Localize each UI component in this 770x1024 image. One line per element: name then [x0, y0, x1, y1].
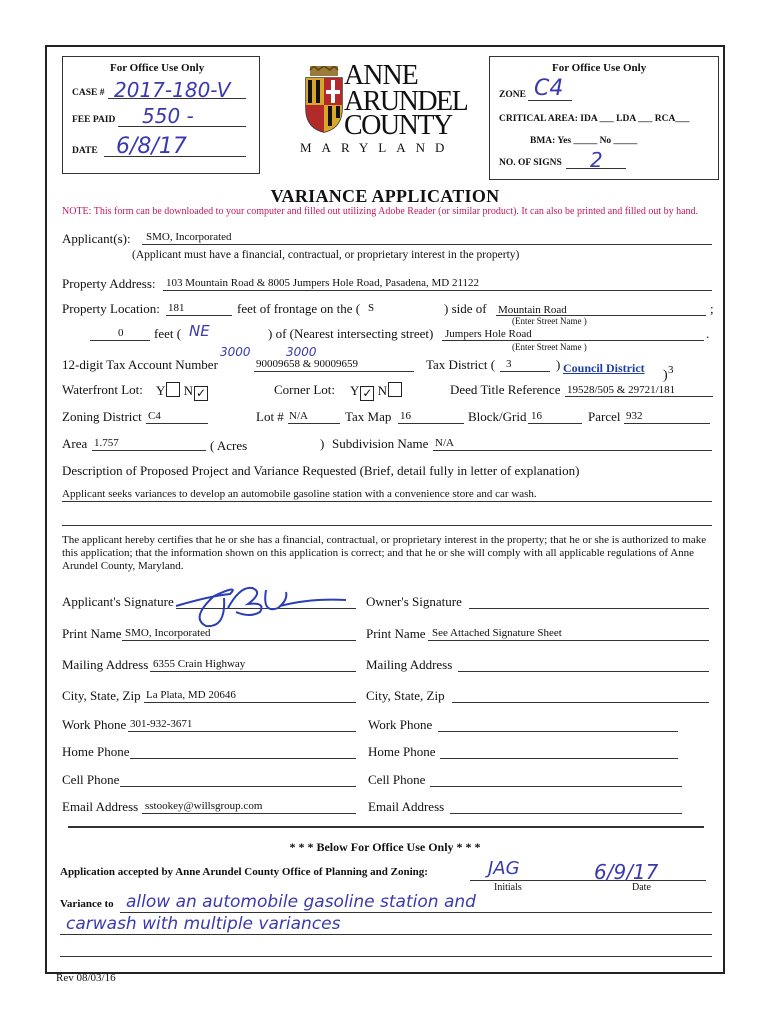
zone-value: C4 — [534, 76, 564, 101]
area-value[interactable]: 1.757 — [94, 437, 119, 449]
office-use-heading-right: For Office Use Only — [552, 62, 647, 74]
owner-home-phone-label: Home Phone — [368, 744, 436, 759]
office-use-bottom-heading: * * * Below For Office Use Only * * * — [289, 840, 481, 854]
intersect-street-value[interactable]: Jumpers Hole Road — [445, 328, 532, 340]
fee-label: FEE PAID — [72, 115, 116, 125]
deed-title-value[interactable]: 19528/505 & 29721/181 — [567, 384, 676, 396]
frontage-text: feet of frontage on the ( — [237, 301, 361, 316]
corner-yes-no — [350, 382, 402, 401]
date-label-bottom: Date — [632, 882, 651, 893]
logo-county: COUNTY — [344, 110, 452, 141]
applicant-value[interactable]: SMO, Incorporated — [146, 231, 232, 243]
owner-city-label: City, State, Zip — [366, 688, 445, 703]
period: . — [706, 326, 710, 341]
side-of-text: ) side of — [444, 301, 487, 316]
office-divider — [68, 826, 704, 828]
applicant-signature-image[interactable] — [170, 578, 350, 630]
applicant-city-value[interactable]: La Plata, MD 20646 — [146, 689, 236, 701]
intersect-street-hint: (Enter Street Name ) — [512, 342, 587, 352]
applicant-print-name-label: Print Name — [62, 626, 122, 641]
council-district-value[interactable]: 3 — [668, 364, 674, 376]
area-label: Area — [62, 436, 88, 451]
block-grid-value[interactable]: 16 — [531, 410, 542, 422]
waterfront-label: Waterfront Lot: — [62, 382, 143, 397]
form-border — [45, 45, 725, 974]
office-use-heading: For Office Use Only — [110, 62, 205, 74]
fee-value: 550 - — [142, 104, 194, 128]
owner-signature-label: Owner's Signature — [366, 594, 462, 609]
waterfront-yes-checkbox[interactable] — [166, 382, 180, 397]
tax-district-label: Tax District ( — [426, 357, 496, 372]
applicant-email-value[interactable]: sstookey@willsgroup.com — [145, 800, 263, 812]
waterfront-yes-no — [156, 382, 208, 401]
applicant-hint: (Applicant must have a financial, contractual, or proprietary interest in the property) — [132, 249, 520, 261]
lot-label: Lot # — [256, 409, 284, 424]
area-close: ) — [320, 436, 325, 451]
council-district-link[interactable]: Council District — [563, 361, 645, 375]
corner-yes-label: Y — [350, 383, 360, 398]
block-grid-label: Block/Grid — [468, 409, 527, 424]
variance-handwritten-2: carwash with multiple variances — [66, 914, 341, 934]
corner-no-checkbox[interactable] — [388, 382, 402, 397]
accepted-date-handwritten: 6/9/17 — [594, 860, 659, 884]
applicant-mailing-value[interactable]: 6355 Crain Highway — [153, 658, 246, 670]
date-label: DATE — [72, 146, 98, 156]
applicant-email-label: Email Address — [62, 799, 139, 814]
applicant-signature-label: Applicant's Signature — [62, 594, 174, 609]
applicant-work-phone-value[interactable]: 301-932-3671 — [130, 718, 193, 730]
zoning-district-label: Zoning District — [62, 409, 142, 424]
owner-mailing-label: Mailing Address — [366, 657, 453, 672]
frontage-street-hint: (Enter Street Name ) — [512, 316, 587, 326]
waterfront-no-checkbox[interactable]: ✓ — [196, 386, 207, 400]
bma-label: BMA: Yes _____ No _____ — [530, 136, 638, 146]
zoning-district-value[interactable]: C4 — [148, 410, 161, 422]
tax-map-label: Tax Map — [345, 409, 392, 424]
variance-to-label: Variance to — [60, 898, 114, 910]
lot-value[interactable]: N/A — [289, 410, 308, 422]
form-note: NOTE: This form can be downloaded to your computer and filled out utilizing Adobe Reader (or similar product). It can also be printed and filled out by hand. — [62, 206, 699, 217]
case-label: CASE # — [72, 88, 105, 98]
tax-map-value[interactable]: 16 — [400, 410, 411, 422]
critical-area-label: CRITICAL AREA: IDA ___ LDA ___ RCA___ — [499, 114, 690, 124]
intersect-street-text: ) of (Nearest intersecting street) — [268, 326, 434, 341]
applicant-mailing-label: Mailing Address — [62, 657, 149, 672]
certification-text: The applicant hereby certifies that he or she has a financial, contractual, or proprietary interest in the property; that he or she is authorized to make this application; that the information shown on this application is correct; and that he or she will comply with all applicable regulations of Anne Arundel County, Maryland. — [62, 534, 707, 572]
corner-no-label: N — [377, 383, 388, 398]
applicant-home-phone-label: Home Phone — [62, 744, 130, 759]
applicant-print-name-value[interactable]: SMO, Incorporated — [125, 627, 211, 639]
tax-district-value[interactable]: 3 — [506, 358, 512, 370]
parcel-label: Parcel — [588, 409, 621, 424]
frontage-street-value[interactable]: Mountain Road — [498, 304, 567, 316]
case-number-value: 2017-180-V — [114, 78, 231, 102]
tax-district-close: ) — [556, 357, 561, 372]
revision-label: Rev 08/03/16 — [56, 972, 116, 984]
tax-account-value[interactable]: 90009658 & 90009659 — [256, 358, 359, 370]
owner-work-phone-label: Work Phone — [368, 717, 433, 732]
waterfront-yes-label: Y — [156, 383, 166, 398]
variance-handwritten-1: allow an automobile gasoline station and — [126, 892, 476, 912]
description-value[interactable]: Applicant seeks variances to develop an automobile gasoline station with a convenience store and car wash. — [62, 488, 537, 500]
intersect-direction-value[interactable]: NE — [189, 322, 210, 340]
applicant-label: Applicant(s): — [62, 231, 131, 246]
accepted-label: Application accepted by Anne Arundel County Office of Planning and Zoning: — [60, 866, 428, 878]
deed-title-label: Deed Title Reference — [450, 382, 561, 397]
applicant-work-phone-label: Work Phone — [62, 717, 127, 732]
waterfront-no-label: N — [183, 383, 194, 398]
owner-print-name-label: Print Name — [366, 626, 426, 641]
subdivision-value[interactable]: N/A — [435, 437, 454, 449]
initials-label: Initials — [494, 882, 522, 893]
form-title: VARIANCE APPLICATION — [270, 186, 500, 206]
corner-lot-label: Corner Lot: — [274, 382, 336, 397]
property-location-label: Property Location: — [62, 301, 160, 316]
logo-arundel: ARUNDEL — [344, 86, 468, 117]
signs-value: 2 — [590, 148, 603, 172]
tax-hand-note-1: 3000 — [220, 345, 251, 359]
tax-account-label: 12-digit Tax Account Number — [62, 357, 218, 372]
applicant-city-label: City, State, Zip — [62, 688, 141, 703]
tax-hand-note-2: 3000 — [286, 345, 317, 359]
intersect-feet-text: feet ( — [154, 326, 182, 341]
logo-anne: ANNE — [344, 60, 418, 91]
logo-maryland: MARYLAND — [300, 140, 455, 155]
owner-cell-phone-label: Cell Phone — [368, 772, 426, 787]
parcel-value[interactable]: 932 — [626, 410, 643, 422]
area-units: ( Acres — [210, 438, 248, 453]
applicant-cell-phone-label: Cell Phone — [62, 772, 120, 787]
property-address-value[interactable]: 103 Mountain Road & 8005 Jumpers Hole Road, Pasadena, MD 21122 — [166, 277, 480, 289]
county-seal-icon — [302, 66, 346, 134]
subdivision-label: Subdivision Name — [332, 436, 429, 451]
council-district-close: ) — [663, 368, 668, 383]
corner-yes-checkbox[interactable]: ✓ — [362, 386, 373, 400]
initials-handwritten: JAG — [488, 858, 520, 879]
date-value: 6/8/17 — [116, 134, 187, 159]
zone-label: ZONE — [499, 90, 526, 100]
signs-label: NO. OF SIGNS — [499, 158, 562, 168]
frontage-feet-value[interactable]: 181 — [168, 302, 185, 314]
semicolon: ; — [710, 301, 714, 316]
property-address-label: Property Address: — [62, 276, 156, 291]
owner-print-name-value[interactable]: See Attached Signature Sheet — [432, 627, 562, 639]
description-label: Description of Proposed Project and Variance Requested (Brief, detail fully in letter of explanation) — [62, 463, 580, 478]
owner-email-label: Email Address — [368, 799, 445, 814]
intersect-feet-value[interactable]: 0 — [118, 327, 124, 339]
frontage-side-value[interactable]: S — [368, 302, 375, 314]
